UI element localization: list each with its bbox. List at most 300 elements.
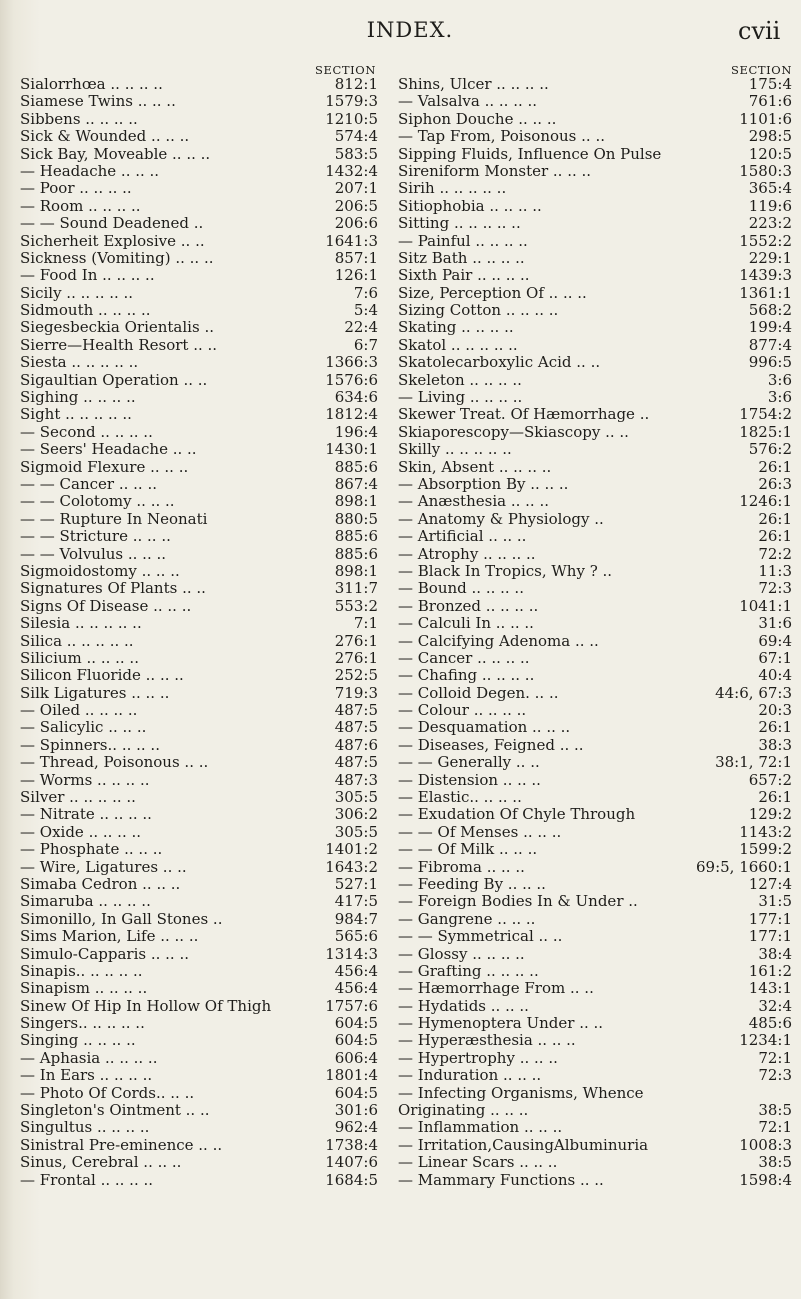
index-term: — Bronzed .. .. .. .. <box>398 597 539 615</box>
index-entry <box>398 1102 796 1119</box>
index-term: Sickness (Vomiting) .. .. .. <box>20 249 214 267</box>
index-term: Sibbens .. .. .. .. <box>20 110 138 128</box>
index-entry <box>398 546 796 563</box>
section-reference: 1825:1 <box>739 423 792 441</box>
section-reference: 898:1 <box>334 562 378 580</box>
index-term: — Second .. .. .. .. <box>20 423 153 441</box>
index-term: Sitting .. .. .. .. .. <box>398 215 521 233</box>
index-entry <box>20 1032 380 1049</box>
index-entry <box>20 459 380 476</box>
section-reference: 1008:3 <box>739 1136 792 1154</box>
section-reference: 634:6 <box>334 389 378 407</box>
index-entry <box>20 876 380 893</box>
section-reference: 127:4 <box>748 875 792 893</box>
index-term: — Calcifying Adenoma .. .. <box>398 632 599 650</box>
index-term: Sigaultian Operation .. .. <box>20 371 208 389</box>
index-entry <box>20 893 380 910</box>
index-entry <box>20 1172 380 1189</box>
section-reference: 877:4 <box>748 336 792 354</box>
index-entry <box>20 928 380 945</box>
section-reference: 1439:3 <box>739 267 792 285</box>
index-term: — Distension .. .. .. <box>398 771 541 789</box>
index-term: Skilly .. .. .. .. .. <box>398 441 512 459</box>
section-reference: 143:1 <box>748 980 792 998</box>
section-reference: 207:1 <box>334 180 378 198</box>
index-entry <box>20 1085 380 1102</box>
index-entry <box>20 146 380 163</box>
section-reference: 26:1 <box>758 528 792 546</box>
index-entry <box>398 233 796 250</box>
index-entry <box>398 685 796 702</box>
section-reference: 604:5 <box>334 1015 378 1033</box>
index-term: — Induration .. .. .. <box>398 1067 542 1085</box>
section-reference: 38:1, 72:1 <box>715 754 792 772</box>
section-reference: 1314:3 <box>325 945 378 963</box>
index-entry <box>398 876 796 893</box>
index-entry <box>20 389 380 406</box>
section-reference: 1361:1 <box>739 284 792 302</box>
index-entry <box>398 267 796 284</box>
index-term: — — Colotomy .. .. .. <box>20 493 175 511</box>
index-term: — Glossy .. .. .. .. <box>398 945 525 963</box>
index-entry <box>398 980 796 997</box>
section-reference: 6:7 <box>353 336 378 354</box>
section-reference: 72:1 <box>758 1119 792 1137</box>
index-entry <box>20 319 380 336</box>
index-entry <box>20 111 380 128</box>
index-term: Simaruba .. .. .. .. <box>20 893 151 911</box>
section-reference: 719:3 <box>334 684 378 702</box>
index-entry <box>20 285 380 302</box>
section-reference: 1757:6 <box>325 997 378 1015</box>
section-reference: 1684:5 <box>325 1171 378 1189</box>
index-entry <box>398 737 796 754</box>
section-reference: 38:3 <box>758 736 792 754</box>
section-reference: 223:2 <box>748 215 792 233</box>
index-column-left <box>20 63 380 1189</box>
index-entry <box>20 198 380 215</box>
index-term: — Aphasia .. .. .. .. <box>20 1049 158 1067</box>
index-term: — Elastic.. .. .. .. <box>398 789 522 807</box>
index-term: — Exudation Of Chyle Through <box>398 806 636 824</box>
index-term: — Phosphate .. .. .. <box>20 841 163 859</box>
index-term: — Chafing .. .. .. .. <box>398 667 535 685</box>
index-term: — Hydatids .. .. .. <box>398 997 529 1015</box>
index-term: — Infecting Organisms, Whence <box>398 1084 644 1102</box>
index-entry <box>398 1119 796 1136</box>
index-term: — Black In Tropics, Why ? .. <box>398 562 613 580</box>
index-term: Skatol .. .. .. .. .. <box>398 336 518 354</box>
index-term: — Hyperæsthesia .. .. .. <box>398 1032 576 1050</box>
section-reference: 3:6 <box>767 389 792 407</box>
index-entry <box>20 180 380 197</box>
section-reference: 40:4 <box>758 667 792 685</box>
section-column-label: SECTION <box>731 63 792 77</box>
section-reference: 177:1 <box>748 910 792 928</box>
index-entry <box>20 1067 380 1084</box>
index-term: Sinistral Pre-eminence .. .. <box>20 1136 223 1154</box>
index-entry <box>398 1015 796 1032</box>
index-entry <box>398 1050 796 1067</box>
index-term: Sicily .. .. .. .. .. <box>20 284 134 302</box>
section-reference: 574:4 <box>334 128 378 146</box>
section-reference: 604:5 <box>334 1084 378 1102</box>
index-entry <box>20 719 380 736</box>
section-reference: 456:4 <box>334 962 378 980</box>
index-entry-list <box>398 76 796 1189</box>
index-entry <box>20 354 380 371</box>
index-entry <box>20 76 380 93</box>
index-term: — Desquamation .. .. .. <box>398 719 571 737</box>
section-reference: 1246:1 <box>739 493 792 511</box>
index-entry <box>20 372 380 389</box>
section-reference: 72:2 <box>758 545 792 563</box>
index-term: Sinus, Cerebral .. .. .. <box>20 1154 182 1172</box>
index-entry <box>398 424 796 441</box>
section-reference: 1801:4 <box>325 1067 378 1085</box>
index-entry <box>20 633 380 650</box>
index-term: — In Ears .. .. .. .. <box>20 1067 153 1085</box>
index-term: — Cancer .. .. .. .. <box>398 649 530 667</box>
index-entry <box>398 719 796 736</box>
index-term: Sixth Pair .. .. .. .. <box>398 267 530 285</box>
index-entry <box>20 250 380 267</box>
section-reference: 1812:4 <box>325 406 378 424</box>
index-entry <box>398 702 796 719</box>
index-term: — Thread, Poisonous .. .. <box>20 754 209 772</box>
index-term: Silk Ligatures .. .. .. <box>20 684 170 702</box>
index-term: Sierre—Health Resort .. .. <box>20 336 218 354</box>
index-entry <box>398 963 796 980</box>
section-reference: 311:7 <box>334 580 378 598</box>
index-term: — Absorption By .. .. .. <box>398 475 569 493</box>
section-reference: 229:1 <box>748 249 792 267</box>
index-term: — Diseases, Feigned .. .. <box>398 736 584 754</box>
section-reference: 880:5 <box>334 510 378 528</box>
index-entry-list <box>20 76 380 1189</box>
index-entry <box>398 859 796 876</box>
section-reference: 175:4 <box>748 76 792 93</box>
index-term: — Oiled .. .. .. .. <box>20 702 138 720</box>
section-reference: 984:7 <box>334 910 378 928</box>
section-reference: 38:4 <box>758 945 792 963</box>
index-term: — Food In .. .. .. .. <box>20 267 155 285</box>
section-reference: 306:2 <box>334 806 378 824</box>
section-reference: 1552:2 <box>739 232 792 250</box>
section-reference: 69:4 <box>758 632 792 650</box>
index-term: — Irritation,CausingAlbuminuria <box>398 1136 649 1154</box>
index-entry <box>20 1119 380 1136</box>
index-term: Skeleton .. .. .. .. <box>398 371 522 389</box>
index-entry <box>20 337 380 354</box>
section-reference: 1754:2 <box>739 406 792 424</box>
section-reference: 583:5 <box>334 145 378 163</box>
index-entry <box>20 737 380 754</box>
section-reference: 26:1 <box>758 458 792 476</box>
index-term: Siphon Douche .. .. .. <box>398 110 557 128</box>
index-term: Siesta .. .. .. .. .. <box>20 354 139 372</box>
index-entry <box>398 215 796 232</box>
index-entry <box>398 1067 796 1084</box>
index-entry <box>398 633 796 650</box>
index-term: — Frontal .. .. .. .. <box>20 1171 154 1189</box>
section-reference: 22:4 <box>344 319 378 337</box>
section-reference: 485:6 <box>748 1015 792 1033</box>
index-entry <box>398 563 796 580</box>
index-term: — Linear Scars .. .. .. <box>398 1154 558 1172</box>
index-entry <box>398 198 796 215</box>
index-term: — — Rupture In Neonati <box>20 510 208 528</box>
index-term: Simaba Cedron .. .. .. <box>20 875 181 893</box>
index-term: — Gangrene .. .. .. <box>398 910 536 928</box>
index-entry <box>398 372 796 389</box>
section-reference: 576:2 <box>748 441 792 459</box>
index-entry <box>20 1137 380 1154</box>
section-reference: 1580:3 <box>739 162 792 180</box>
section-reference: 7:6 <box>353 284 378 302</box>
index-term: Skin, Absent .. .. .. .. <box>398 458 552 476</box>
section-reference: 604:5 <box>334 1032 378 1050</box>
index-entry <box>398 911 796 928</box>
index-term: Sirih .. .. .. .. .. <box>398 180 507 198</box>
index-term: — Artificial .. .. .. <box>398 528 527 546</box>
index-term: Sigmoid Flexure .. .. .. <box>20 458 189 476</box>
section-reference: 1599:2 <box>739 841 792 859</box>
index-entry <box>398 580 796 597</box>
section-reference: 487:3 <box>334 771 378 789</box>
section-reference: 3:6 <box>767 371 792 389</box>
section-reference: 199:4 <box>748 319 792 337</box>
index-term: Signs Of Disease .. .. .. <box>20 597 192 615</box>
index-term: — Fibroma .. .. .. <box>398 858 525 876</box>
index-entry <box>20 754 380 771</box>
index-term: Shins, Ulcer .. .. .. .. <box>398 76 549 93</box>
section-reference: 1579:3 <box>325 93 378 111</box>
index-term: Originating .. .. .. <box>398 1102 529 1120</box>
index-entry <box>20 667 380 684</box>
index-entry <box>20 615 380 632</box>
index-term: — Oxide .. .. .. .. <box>20 823 142 841</box>
section-reference: 1401:2 <box>325 841 378 859</box>
index-entry <box>398 441 796 458</box>
index-entry <box>398 319 796 336</box>
index-term: Sidmouth .. .. .. .. <box>20 302 151 320</box>
index-term: — Photo Of Cords.. .. .. <box>20 1084 195 1102</box>
section-reference: 161:2 <box>748 962 792 980</box>
section-reference: 26:1 <box>758 510 792 528</box>
index-term: — — Of Menses .. .. .. <box>398 823 562 841</box>
index-term: — Room .. .. .. .. <box>20 197 141 215</box>
section-reference: 1432:4 <box>325 162 378 180</box>
section-reference: 20:3 <box>758 702 792 720</box>
section-reference: 365:4 <box>748 180 792 198</box>
index-entry <box>20 806 380 823</box>
section-reference: 812:1 <box>334 76 378 93</box>
section-reference: 417:5 <box>334 893 378 911</box>
section-reference: 206:5 <box>334 197 378 215</box>
index-entry <box>398 93 796 110</box>
section-reference: 487:5 <box>334 754 378 772</box>
section-reference: 1101:6 <box>739 110 792 128</box>
index-entry <box>20 563 380 580</box>
index-term: — Painful .. .. .. .. <box>398 232 528 250</box>
index-entry <box>398 459 796 476</box>
index-entry <box>20 528 380 545</box>
section-reference: 38:5 <box>758 1102 792 1120</box>
section-reference: 606:4 <box>334 1049 378 1067</box>
section-reference: 305:5 <box>334 823 378 841</box>
index-term: — Hæmorrhage From .. .. <box>398 980 594 998</box>
index-term: Sick Bay, Moveable .. .. .. <box>20 145 211 163</box>
index-term: Sialorrhœa .. .. .. .. <box>20 76 163 93</box>
index-entry <box>20 980 380 997</box>
section-reference: 301:6 <box>334 1102 378 1120</box>
index-term: Sinapism .. .. .. .. <box>20 980 148 998</box>
index-entry <box>20 1154 380 1171</box>
index-term: Skiaporescopy—Skiascopy .. .. <box>398 423 629 441</box>
section-reference: 1210:5 <box>325 110 378 128</box>
section-reference: 1366:3 <box>325 354 378 372</box>
index-term: Simonillo, In Gall Stones .. <box>20 910 223 928</box>
index-entry <box>20 163 380 180</box>
index-entry <box>398 476 796 493</box>
index-entry <box>398 493 796 510</box>
index-entry <box>20 1015 380 1032</box>
index-term: Sims Marion, Life .. .. .. <box>20 928 199 946</box>
index-entry <box>398 163 796 180</box>
index-term: — Valsalva .. .. .. .. <box>398 93 538 111</box>
index-term: Sizing Cotton .. .. .. .. <box>398 302 559 320</box>
index-entry <box>398 146 796 163</box>
index-term: — Calculi In .. .. .. <box>398 615 534 633</box>
index-term: Sight .. .. .. .. .. <box>20 406 132 424</box>
index-entry <box>398 1085 796 1102</box>
index-term: Singleton's Ointment .. .. <box>20 1102 210 1120</box>
index-entry <box>20 441 380 458</box>
index-entry <box>398 789 796 806</box>
index-entry <box>20 911 380 928</box>
index-term: Silesia .. .. .. .. .. <box>20 615 142 633</box>
index-term: — Mammary Functions .. .. <box>398 1171 604 1189</box>
section-reference: 1576:6 <box>325 371 378 389</box>
index-term: — — Stricture .. .. .. <box>20 528 171 546</box>
index-entry <box>398 337 796 354</box>
index-term: Singultus .. .. .. .. <box>20 1119 150 1137</box>
section-reference: 898:1 <box>334 493 378 511</box>
index-entry <box>20 267 380 284</box>
section-reference: 252:5 <box>334 667 378 685</box>
index-term: — Bound .. .. .. .. <box>398 580 524 598</box>
index-entry <box>20 650 380 667</box>
index-term: Singing .. .. .. .. <box>20 1032 136 1050</box>
index-entry <box>20 789 380 806</box>
section-reference: 568:2 <box>748 302 792 320</box>
index-term: Sick & Wounded .. .. .. <box>20 128 190 146</box>
section-reference: 553:2 <box>334 597 378 615</box>
page-number: cvii <box>738 17 781 45</box>
index-term: — Seers' Headache .. .. <box>20 441 197 459</box>
index-entry <box>398 528 796 545</box>
index-term: Simulo-Capparis .. .. .. <box>20 945 189 963</box>
index-entry <box>20 1102 380 1119</box>
index-entry <box>20 1050 380 1067</box>
section-reference: 487:6 <box>334 736 378 754</box>
section-reference: 126:1 <box>334 267 378 285</box>
index-entry <box>398 128 796 145</box>
index-term: Sireniform Monster .. .. .. <box>398 162 592 180</box>
index-term: — Hymenoptera Under .. .. <box>398 1015 604 1033</box>
index-entry <box>398 650 796 667</box>
index-entry <box>398 841 796 858</box>
section-reference: 885:6 <box>334 458 378 476</box>
section-reference: 1407:6 <box>325 1154 378 1172</box>
section-reference: 1641:3 <box>325 232 378 250</box>
index-entry <box>20 580 380 597</box>
section-reference: 276:1 <box>334 632 378 650</box>
section-reference: 11:3 <box>758 562 792 580</box>
index-term: Sighing .. .. .. .. <box>20 389 136 407</box>
index-term: Siamese Twins .. .. .. <box>20 93 176 111</box>
index-term: Siegesbeckia Orientalis .. <box>20 319 214 337</box>
section-reference: 72:1 <box>758 1049 792 1067</box>
index-entry <box>20 424 380 441</box>
section-reference: 1643:2 <box>325 858 378 876</box>
index-entry <box>398 180 796 197</box>
index-entry <box>20 511 380 528</box>
section-reference: 305:5 <box>334 789 378 807</box>
index-term: — Salicylic .. .. .. <box>20 719 147 737</box>
section-reference: 565:6 <box>334 928 378 946</box>
section-reference: 32:4 <box>758 997 792 1015</box>
section-reference: 962:4 <box>334 1119 378 1137</box>
index-term: — — Volvulus .. .. .. <box>20 545 167 563</box>
index-term: — — Sound Deadened .. <box>20 215 204 233</box>
section-reference: 527:1 <box>334 875 378 893</box>
index-term: — Anæsthesia .. .. .. <box>398 493 549 511</box>
index-entry <box>20 772 380 789</box>
index-term: — — Symmetrical .. .. <box>398 928 563 946</box>
index-term: — — Of Milk .. .. .. <box>398 841 538 859</box>
index-entry <box>398 615 796 632</box>
section-reference: 456:4 <box>334 980 378 998</box>
section-reference: 1234:1 <box>739 1032 792 1050</box>
index-entry <box>398 250 796 267</box>
index-entry <box>20 685 380 702</box>
section-reference: 487:5 <box>334 719 378 737</box>
index-entry <box>20 841 380 858</box>
index-term: — Spinners.. .. .. .. <box>20 736 160 754</box>
index-term: — Colloid Degen. .. .. <box>398 684 559 702</box>
section-reference: 996:5 <box>748 354 792 372</box>
section-reference: 196:4 <box>334 423 378 441</box>
section-reference: 177:1 <box>748 928 792 946</box>
section-reference: 72:3 <box>758 580 792 598</box>
section-reference: 67:1 <box>758 649 792 667</box>
section-reference: 44:6, 67:3 <box>715 684 792 702</box>
index-entry <box>20 493 380 510</box>
index-term: Skatolecarboxylic Acid .. .. <box>398 354 601 372</box>
index-term: — — Generally .. .. <box>398 754 540 772</box>
index-term: — — Cancer .. .. .. <box>20 475 157 493</box>
index-term: Signatures Of Plants .. .. <box>20 580 206 598</box>
index-entry <box>398 511 796 528</box>
index-entry <box>398 354 796 371</box>
section-reference: 276:1 <box>334 649 378 667</box>
index-term: Sigmoidostomy .. .. .. <box>20 562 180 580</box>
section-reference: 1143:2 <box>739 823 792 841</box>
section-reference: 487:5 <box>334 702 378 720</box>
index-entry <box>398 1137 796 1154</box>
